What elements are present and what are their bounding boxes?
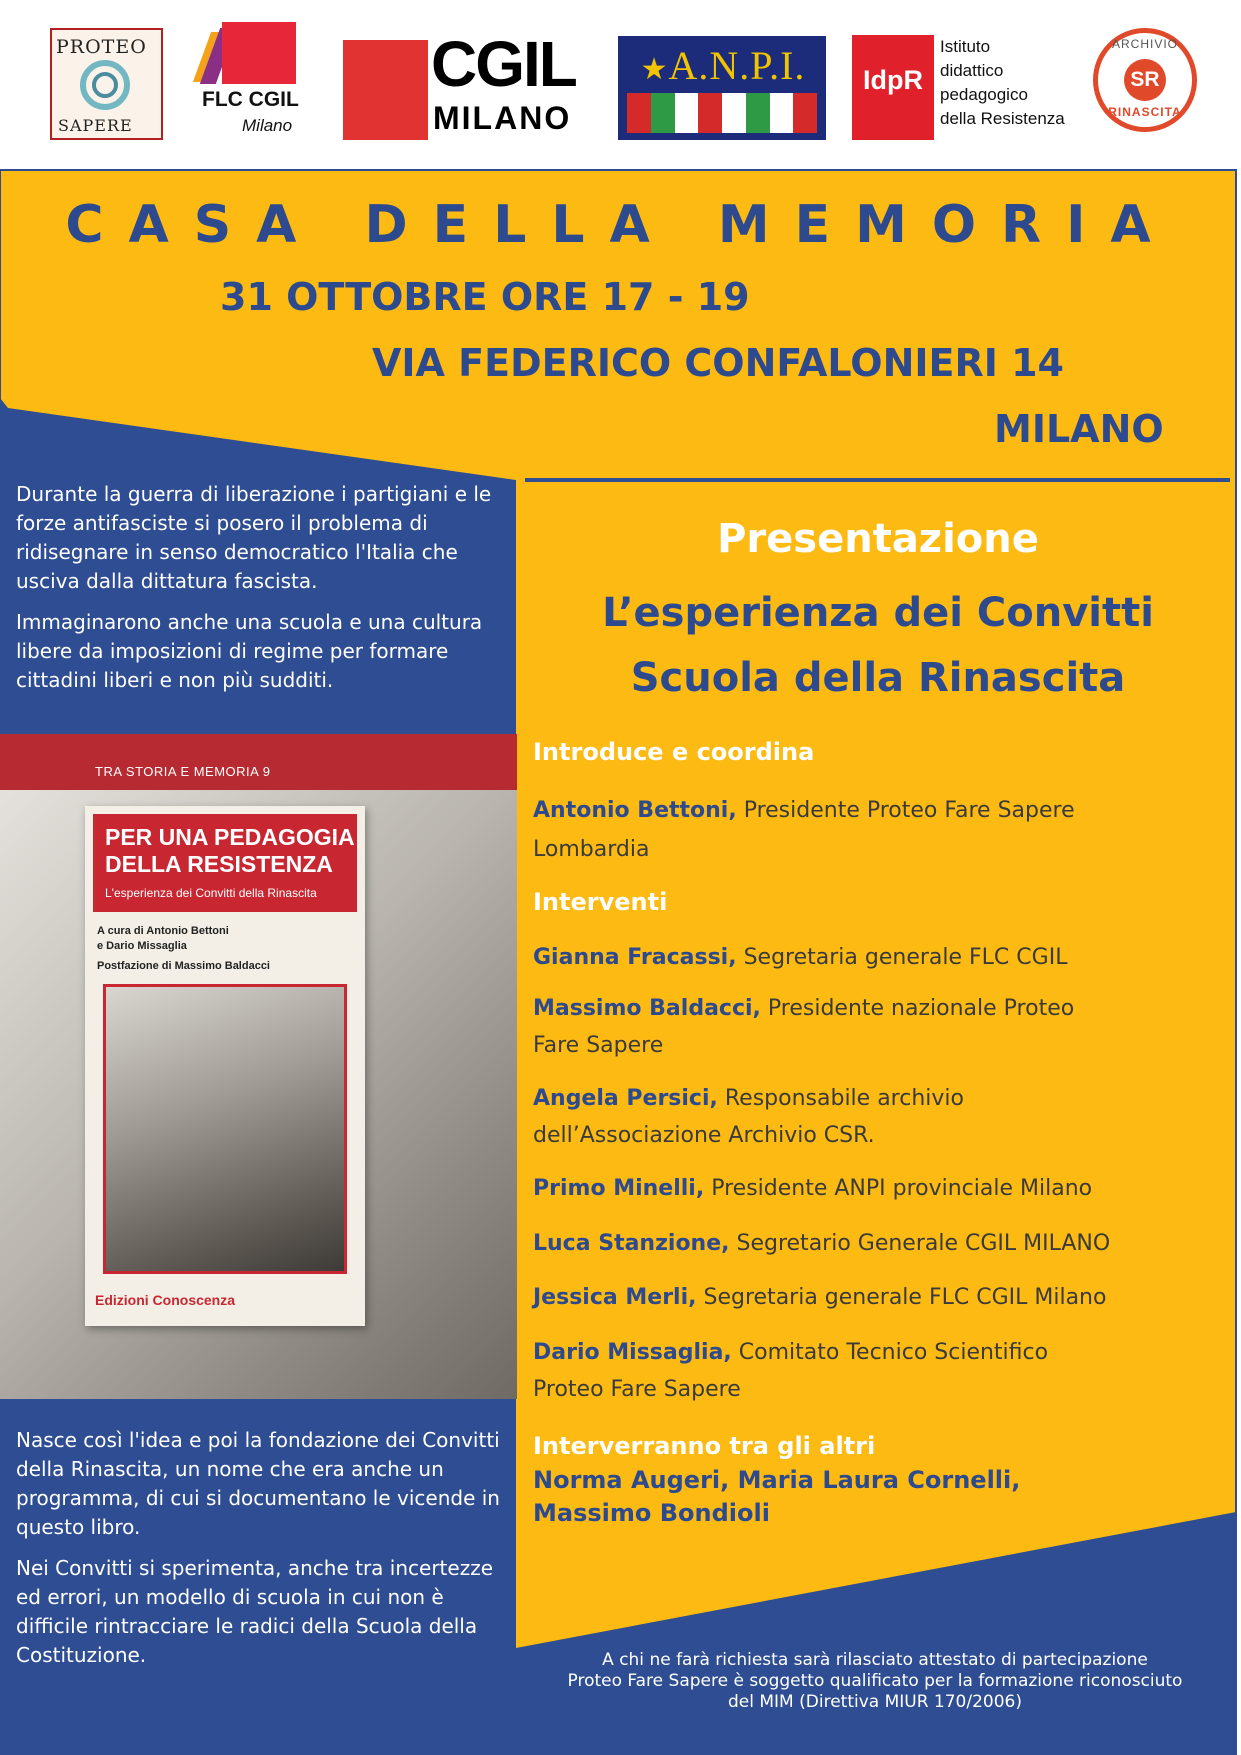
anpi-logo-text: A.N.P.I. [668, 43, 806, 88]
idpr-desc-line: pedagogico [940, 85, 1028, 104]
footer-line: Proteo Fare Sapere è soggetto qualificato per la formazione riconosciuto [567, 1671, 1183, 1691]
speaker-role: Segretario Generale CGIL MILANO [736, 1231, 1111, 1256]
book-cover-image [0, 734, 517, 1399]
event-city: MILANO [994, 407, 1164, 451]
speaker-name: Luca Stanzione, [533, 1231, 730, 1256]
speaker-name: Primo Minelli, [533, 1176, 705, 1201]
closing-paragraph: Nasce così l'idea e poi la fondazione dei Convitti della Rinascita, un nome che era anche un programma, di cui si documentano le vicende in questo libro. [16, 1428, 500, 1539]
speaker-role: Segretaria generale FLC CGIL [743, 945, 1068, 970]
footer-line: del MIM (Direttiva MIUR 170/2006) [728, 1692, 1022, 1712]
book-front-cover [85, 806, 365, 1326]
speaker-role: Responsabile archivio [724, 1086, 964, 1111]
book-author-line: A cura di Antonio Bettoni [97, 925, 229, 937]
speaker-role-cont: Proteo Fare Sapere [533, 1377, 741, 1402]
csr-logo-center: SR [1124, 59, 1166, 101]
speaker-role-cont: Fare Sapere [533, 1033, 664, 1058]
speaker-role-cont: dell’Associazione Archivio CSR. [533, 1123, 875, 1148]
event-date: 31 OTTOBRE ORE 17 - 19 [220, 275, 750, 319]
csr-logo-bottom: RINASCITA [1108, 105, 1182, 119]
intro-paragraph: Immaginarono anche una scuola e una cultura libere da imposizioni di regime per formare cittadini liberi e non più sudditi. [16, 610, 483, 692]
book-authors [97, 924, 229, 954]
speaker-name: Jessica Merli, [533, 1285, 697, 1310]
speaker-entry [533, 991, 1074, 1027]
book-cover-photo [103, 984, 347, 1274]
speaker-role: Presidente ANPI provinciale Milano [711, 1176, 1093, 1201]
speaker-name: Angela Persici, [533, 1086, 718, 1111]
speaker-entry [533, 1171, 1092, 1207]
coordinator-role-cont: Lombardia [533, 837, 650, 862]
speaker-role: Segretaria generale FLC CGIL Milano [703, 1285, 1107, 1310]
others-heading: Interverranno tra gli altri [533, 1432, 876, 1460]
flc-logo-name: FLC CGIL [202, 88, 299, 111]
coordinator-entry [533, 793, 1075, 829]
book-author-line: e Dario Missaglia [97, 940, 187, 952]
speaker-entry [533, 1226, 1110, 1262]
closing-paragraph: Nei Convitti si sperimenta, anche tra incertezze ed errori, un modello di scuola in cui non è difficile rintracciare le radici della Scuola della Costituzione. [16, 1556, 494, 1667]
cgil-logo-city: MILANO [433, 100, 572, 136]
intro-paragraph: Durante la guerra di liberazione i partigiani e le forze antifasciste si posero il problema di ridisegnare in senso democratico l'Italia che usciva dalla dittatura fascista. [16, 482, 492, 593]
presentation-label: Presentazione [717, 516, 1039, 562]
speaker-role: Presidente Proteo Fare Sapere [743, 798, 1075, 823]
speaker-entry [533, 1335, 1048, 1371]
star-icon: ★ [640, 53, 669, 86]
certification-note [520, 1650, 1230, 1713]
flc-logo-city: Milano [242, 116, 293, 135]
speaker-entry [533, 940, 1067, 976]
closing-text-box [0, 1426, 516, 1682]
book-title-line: PER UNA PEDAGOGIA [105, 824, 355, 850]
speaker-entry [533, 1280, 1106, 1316]
speakers-heading: Interventi [533, 888, 668, 916]
speaker-name: Antonio Bettoni, [533, 798, 737, 823]
others-names: Norma Augeri, Maria Laura Cornelli, [533, 1466, 1021, 1494]
book-afterword: Postfazione di Massimo Baldacci [97, 960, 270, 972]
speaker-name: Dario Missaglia, [533, 1340, 732, 1365]
book-title [105, 824, 355, 878]
speaker-role: Presidente nazionale Proteo [767, 996, 1075, 1021]
book-publisher: Edizioni Conoscenza [95, 1292, 236, 1308]
footer-line: A chi ne farà richiesta sarà rilasciato attestato di partecipazione [602, 1650, 1148, 1670]
idpr-desc-line: della Resistenza [940, 109, 1065, 128]
intro-text-box [0, 480, 516, 707]
csr-logo-top: ARCHIVIO [1111, 37, 1178, 51]
speaker-name: Gianna Fracassi, [533, 945, 737, 970]
speaker-name: Massimo Baldacci, [533, 996, 761, 1021]
cgil-logo-name: CGIL [431, 28, 576, 100]
proteo-logo-bottom-text: SAPERE [58, 116, 133, 135]
speaker-entry [533, 1081, 964, 1117]
idpr-desc-line: didattico [940, 61, 1004, 80]
book-subtitle: L'esperienza dei Convitti della Rinascita [105, 886, 317, 900]
event-address: VIA FEDERICO CONFALONIERI 14 [372, 341, 1064, 385]
speaker-role: Comitato Tecnico Scientifico [738, 1340, 1049, 1365]
idpr-desc-line: Istituto [940, 37, 991, 56]
idpr-logo-abbr: IdpR [863, 65, 923, 95]
page-title: CASA DELLA MEMORIA [65, 195, 1176, 255]
book-title-box [93, 814, 357, 912]
presentation-title-line: Scuola della Rinascita [630, 655, 1126, 701]
proteo-logo-top-text: PROTEO [56, 36, 147, 58]
book-title-line: DELLA RESISTENZA [105, 851, 333, 877]
book-series-label: TRA STORIA E MEMORIA 9 [95, 764, 271, 779]
presentation-title-line: L’esperienza dei Convitti [602, 590, 1154, 636]
others-names: Massimo Bondioli [533, 1499, 770, 1527]
intro-heading: Introduce e coordina [533, 738, 815, 766]
book-series-band [0, 734, 517, 790]
